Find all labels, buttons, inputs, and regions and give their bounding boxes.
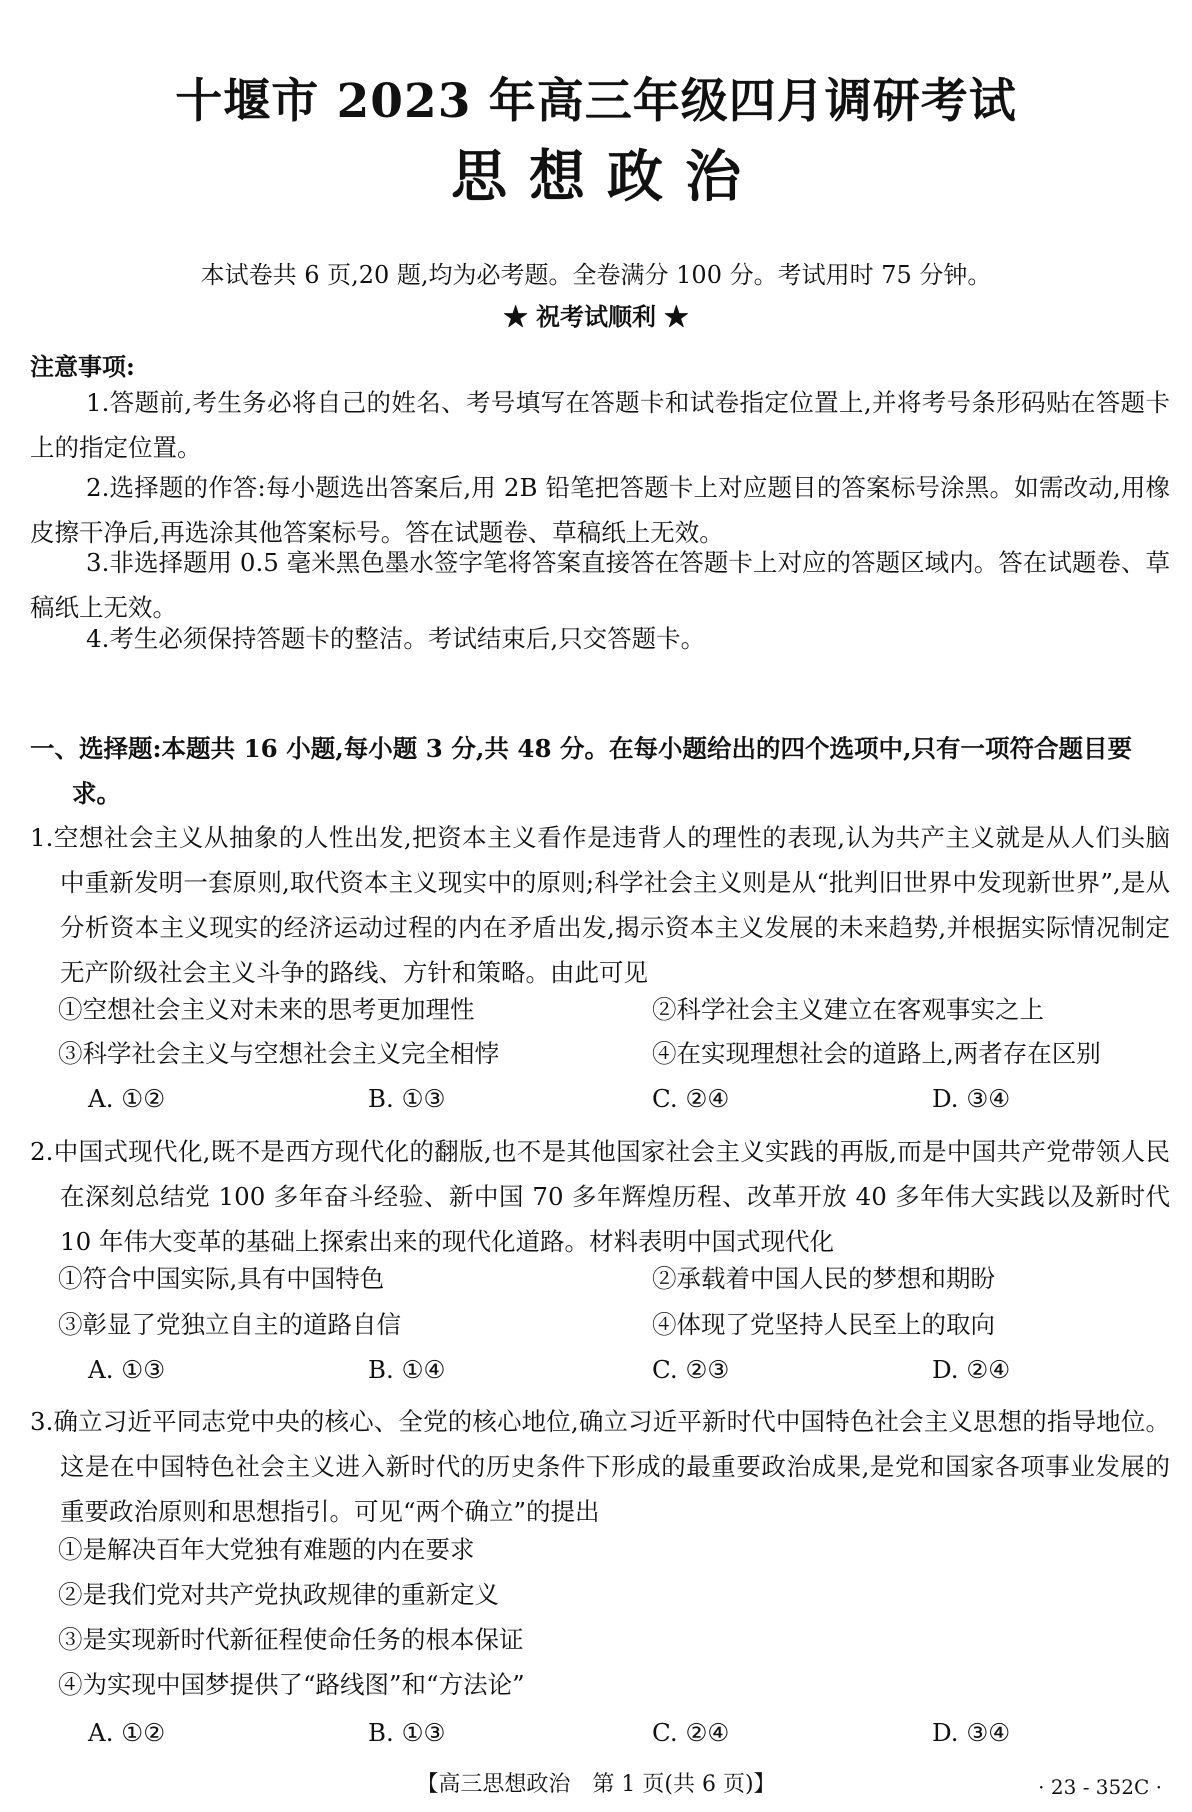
statement: ④在实现理想社会的道路上,两者存在区别 — [652, 1039, 1101, 1068]
note-item: 3.非选择题用 0.5 毫米黑色墨水签字笔将答案直接答在答题卡上对应的答题区域内。答在试题卷、草稿纸上无效。 — [30, 548, 1170, 622]
choice-d[interactable]: D. ③④ — [932, 1718, 1011, 1747]
choice-b[interactable]: B. ①④ — [368, 1355, 446, 1384]
notes-title: 注意事项: — [30, 352, 135, 381]
choice-c[interactable]: C. ②④ — [652, 1084, 730, 1113]
exam-intro: 本试卷共 6 页,20 题,均为必考题。全卷满分 100 分。考试用时 75 分钟。 — [200, 261, 992, 289]
statement: ③彰显了党独立自主的道路自信 — [58, 1310, 401, 1339]
exam-title: 十堰市 2023 年高三年级四月调研考试 — [175, 74, 1017, 129]
statement: ①符合中国实际,具有中国特色 — [58, 1264, 385, 1293]
choice-c[interactable]: C. ②④ — [652, 1718, 730, 1747]
choice-c[interactable]: C. ②③ — [652, 1355, 730, 1384]
note-item: 1.答题前,考生务必将自己的姓名、考号填写在答题卡和试卷指定位置上,并将考号条形码贴在答题卡上的指定位置。 — [30, 388, 1170, 462]
statement: ②承载着中国人民的梦想和期盼 — [652, 1264, 995, 1293]
note-item: 4.考生必须保持答题卡的整洁。考试结束后,只交答题卡。 — [86, 624, 706, 653]
choice-a[interactable]: A. ①③ — [88, 1355, 166, 1384]
question-stem: 3.确立习近平同志党中央的核心、全党的核心地位,确立习近平新时代中国特色社会主义思想的指导地位。这是在中国特色社会主义进入新时代的历史条件下形成的最重要政治成果,是党和国家各项事业发展的重要政治原则和思想指引。可见“两个确立”的提出 — [30, 1407, 1170, 1526]
statement: ①是解决百年大党独有难题的内在要求 — [58, 1535, 475, 1564]
statement: ③是实现新时代新征程使命任务的根本保证 — [58, 1625, 524, 1654]
statement: ②是我们党对共产党执政规律的重新定义 — [58, 1580, 499, 1609]
question-stem: 1.空想社会主义从抽象的人性出发,把资本主义看作是违背人的理性的表现,认为共产主义就是从人们头脑中重新发明一套原则,取代资本主义现实中的原则;科学社会主义则是从“批判旧世界中发现新世界”,是从分析资本主义现实的经济运动过程的内在矛盾出发,揭示资本主义发展的未来趋势,并根据实际情况制定无产阶级社会主义斗争的路线、方针和策略。由此可见 — [30, 823, 1170, 987]
good-luck-line: ★ 祝考试顺利 ★ — [503, 302, 689, 331]
statement: ④体现了党坚持人民至上的取向 — [652, 1310, 995, 1339]
page-footer: 【高三思想政治 第 1 页(共 6 页)】 — [416, 1772, 776, 1797]
statement: ④为实现中国梦提供了“路线图”和“方法论” — [58, 1670, 525, 1699]
note-item: 2.选择题的作答:每小题选出答案后,用 2B 铅笔把答题卡上对应题目的答案标号涂黑。如需改动,用橡皮擦干净后,再选涂其他答案标号。答在试题卷、草稿纸上无效。 — [30, 473, 1170, 547]
choice-d[interactable]: D. ②④ — [932, 1355, 1011, 1384]
question-stem: 2.中国式现代化,既不是西方现代化的翻版,也不是其他国家社会主义实践的再版,而是中国共产党带领人民在深刻总结党 100 多年奋斗经验、新中国 70 多年辉煌历程、改革开放 40 多年伟大实践以及新时代 10 年伟大变革的基础上探索出来的现代化道路。材料表明中国式现代化 — [30, 1137, 1170, 1256]
statement: ③科学社会主义与空想社会主义完全相悖 — [58, 1039, 499, 1068]
choice-a[interactable]: A. ①② — [88, 1084, 166, 1113]
section-heading: 一、选择题:本题共 16 小题,每小题 3 分,共 48 分。在每小题给出的四个选项中,只有一项符合题目要求。 — [30, 734, 1133, 808]
subject-title: 思想政治 — [451, 144, 763, 210]
paper-code: · 23 - 352C · — [1038, 1775, 1162, 1799]
choice-b[interactable]: B. ①③ — [368, 1718, 446, 1747]
statement: ②科学社会主义建立在客观事实之上 — [652, 995, 1044, 1024]
choice-d[interactable]: D. ③④ — [932, 1084, 1011, 1113]
choice-a[interactable]: A. ①② — [88, 1718, 166, 1747]
statement: ①空想社会主义对未来的思考更加理性 — [58, 995, 475, 1024]
choice-b[interactable]: B. ①③ — [368, 1084, 446, 1113]
